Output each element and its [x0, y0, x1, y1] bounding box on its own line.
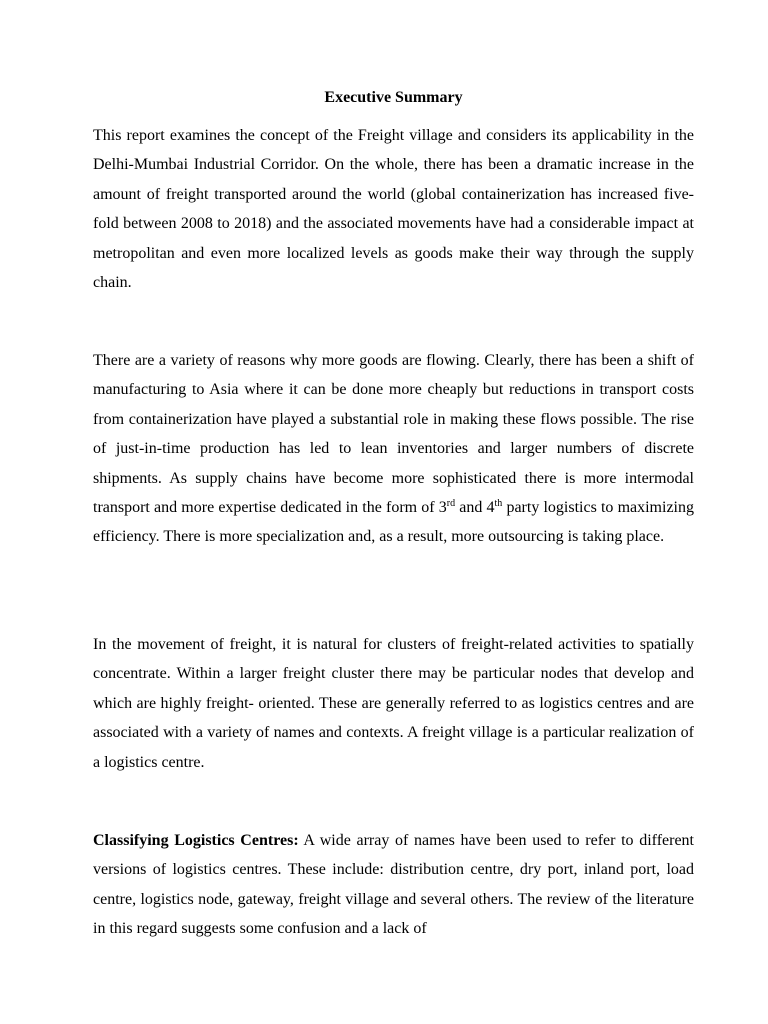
paragraph-clusters: In the movement of freight, it is natural for clusters of freight-related activities to spatially concentrate. Within a larger freight cluster there may be particular nodes that develop and which are highly freight- oriented. These are generally referred to as logistics centres and are associated with a variety of names and contexts. A freight village is a particular realization of a logistics centre.: [93, 636, 694, 771]
paragraph-reasons-text-c: party logistics to maximizing efficiency. There is more specialization and, as a result, more outsourcing is taking place.: [93, 499, 694, 546]
superscript-rd: rd: [446, 498, 456, 510]
paragraph-intro: This report examines the concept of the Freight village and considers its applicability in the Delhi-Mumbai Industrial Corridor. On the whole, there has been a dramatic increase in the amount of freight transported around the world (global containerization has increased five-fold between 2008 to 2018) and the associated movements have had a considerable impact at metropolitan and even more localized levels as goods make their way through the supply chain.: [93, 127, 694, 292]
paragraph-reasons: [93, 346, 694, 552]
paragraph-reasons-text-b: and 4: [455, 499, 495, 517]
page-title: Executive Summary: [324, 89, 463, 106]
superscript-th: th: [494, 498, 503, 510]
section-heading-classifying: Classifying Logistics Centres:: [93, 832, 299, 849]
paragraph-classifying-text: A wide array of names have been used to refer to different versions of logistics centres. These include: distribution centre, dry port, inland port, load centre, logistics node, gateway, freight village and several others. The review of the literature in this regard suggests some confusion and a lack of: [93, 832, 694, 938]
paragraph-classifying: [93, 826, 694, 944]
paragraph-reasons-text-a: There are a variety of reasons why more goods are flowing. Clearly, there has been a shift of manufacturing to Asia where it can be done more cheaply but reductions in transport costs from containerization have played a substantial role in making these flows possible. The rise of just-in-time production has led to lean inventories and larger numbers of discrete shipments. As supply chains have become more sophisticated there is more intermodal transport and more expertise dedicated in the form of 3: [93, 352, 694, 517]
